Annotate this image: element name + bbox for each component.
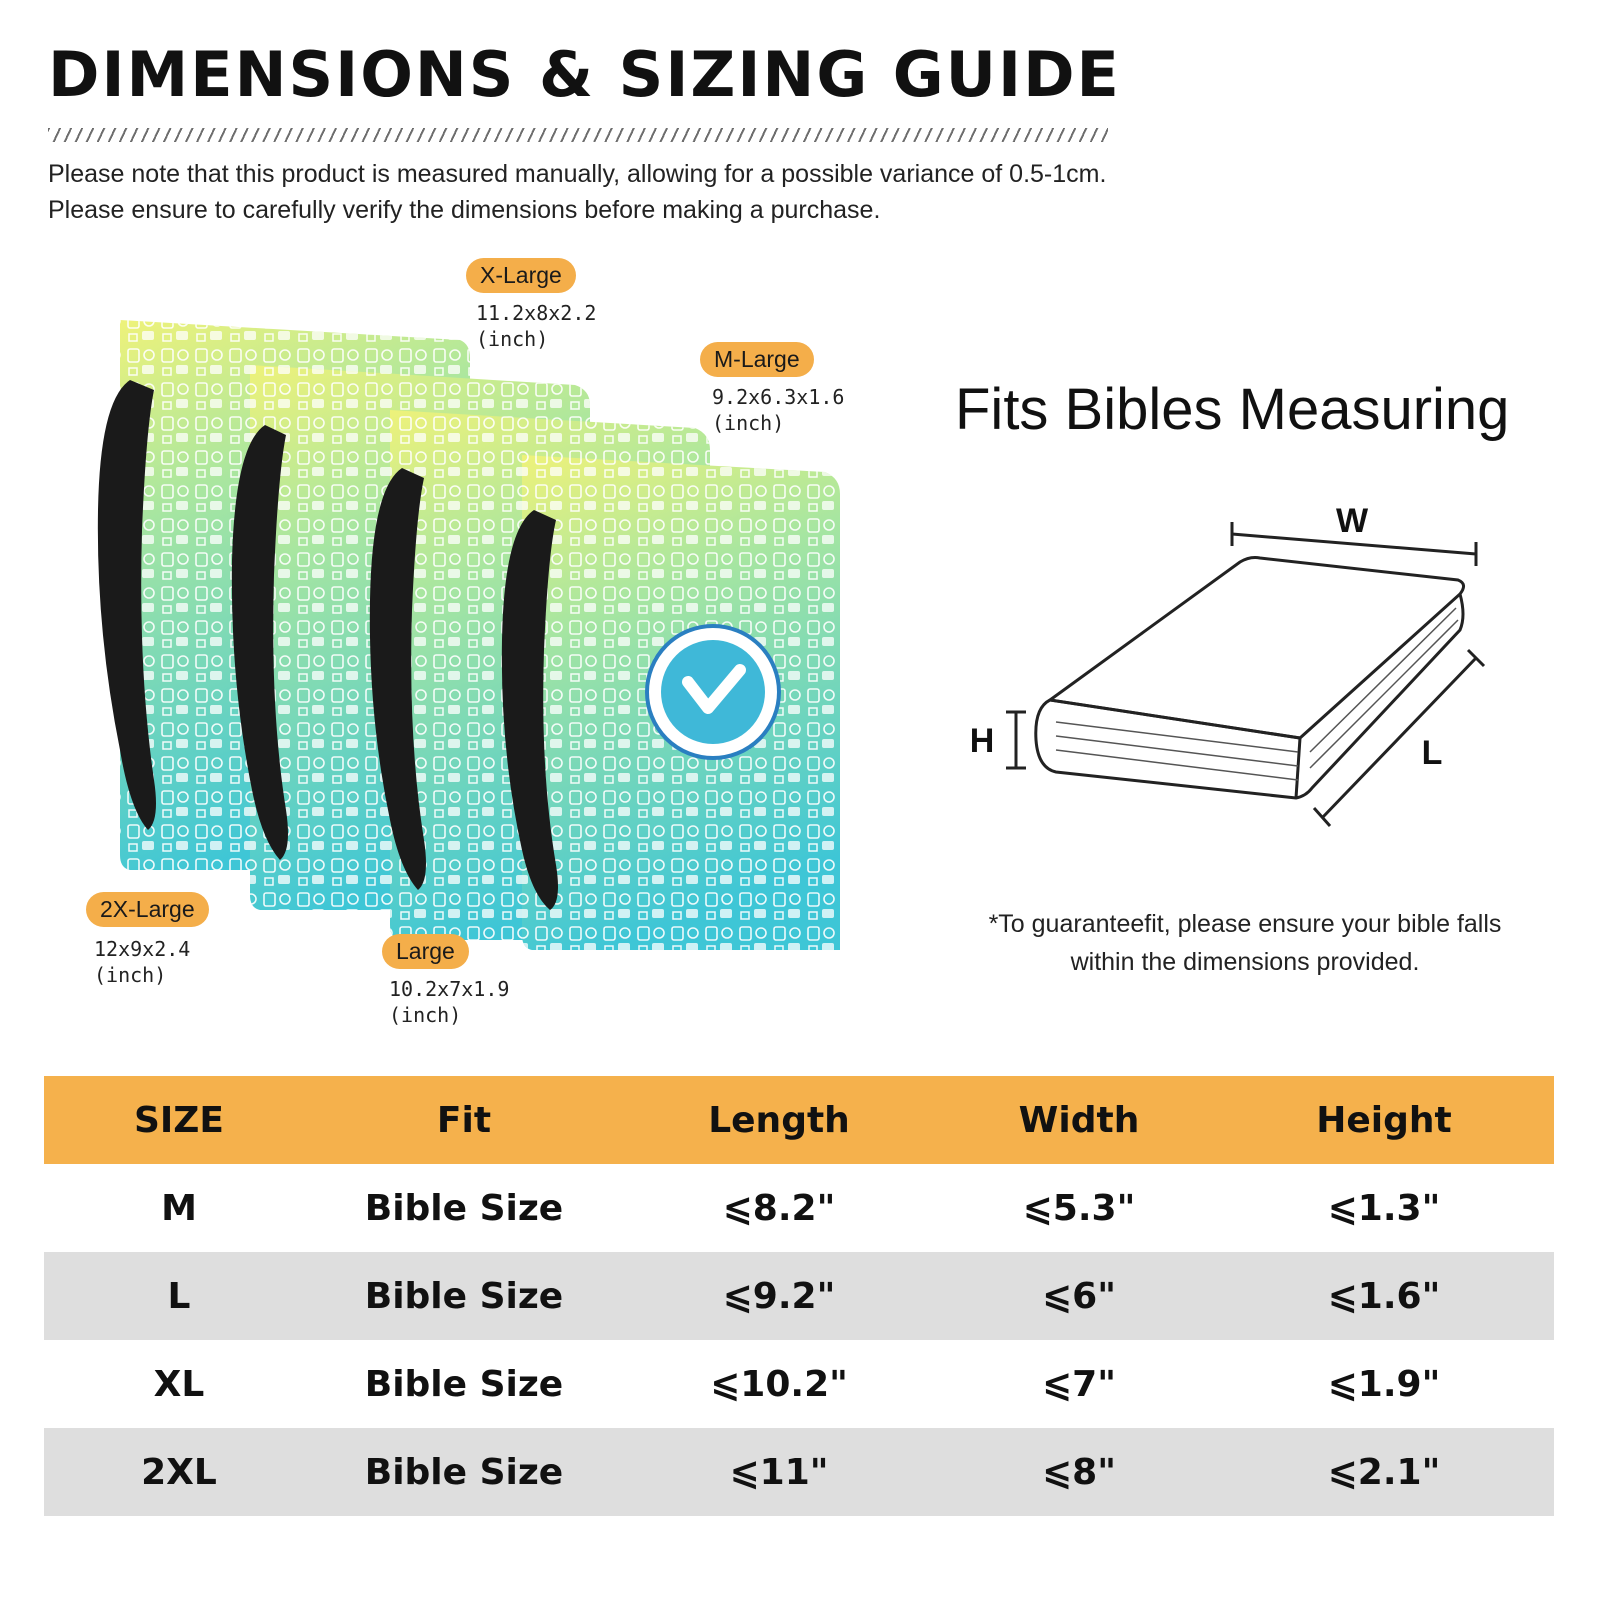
dims-large-unit: (inch) (389, 1003, 462, 1027)
dims-large (389, 976, 509, 1028)
header-fit: Fit (436, 1099, 492, 1141)
header-height: Height (1316, 1099, 1452, 1141)
dims-m-large-value: 9.2x6.3x1.6 (712, 385, 845, 409)
cell-length: ⩽8.2" (722, 1187, 836, 1229)
cell-height: ⩽1.3" (1327, 1187, 1441, 1229)
header-length: Length (708, 1099, 850, 1141)
badge-x-large: X-Large (466, 258, 576, 293)
cell-fit: Bible Size (364, 1363, 564, 1405)
cover-m-large (502, 455, 840, 950)
cell-length: ⩽11" (729, 1451, 829, 1493)
table-row (44, 1164, 1554, 1252)
cell-size: XL (153, 1363, 205, 1405)
fits-title: Fits Bibles Measuring (955, 377, 1510, 442)
dims-large-value: 10.2x7x1.9 (389, 977, 510, 1001)
cell-length: ⩽10.2" (710, 1363, 848, 1405)
dims-m-large (712, 384, 844, 436)
header-width: Width (1018, 1099, 1140, 1141)
measurement-note: Please note that this product is measured manually, allowing for a possible variance of 0.5-1cm. (48, 160, 1107, 188)
guarantee-line-1: *To guaranteefit, please ensure your bible falls (988, 910, 1502, 938)
cell-size: M (161, 1187, 197, 1229)
badge-2x-large: 2X-Large (86, 892, 209, 927)
size-table (44, 1076, 1554, 1516)
book-dimension-diagram (960, 500, 1520, 840)
table-row (44, 1252, 1554, 1340)
cell-height: ⩽1.9" (1327, 1363, 1441, 1405)
table-row (44, 1428, 1554, 1516)
cell-size: 2XL (141, 1451, 217, 1493)
verify-note: Please ensure to carefully verify the dimensions before making a purchase. (48, 196, 881, 224)
cell-height: ⩽2.1" (1327, 1451, 1441, 1493)
cell-width: ⩽7" (1042, 1363, 1116, 1405)
cell-fit: Bible Size (364, 1187, 564, 1229)
dims-2x-large-value: 12x9x2.4 (94, 937, 191, 961)
badge-large: Large (382, 934, 469, 969)
hatch-divider (48, 128, 1108, 142)
cell-length: ⩽9.2" (722, 1275, 836, 1317)
cell-size: L (167, 1275, 191, 1317)
dims-m-large-unit: (inch) (712, 411, 785, 435)
l-label: L (1421, 734, 1443, 772)
cell-width: ⩽8" (1042, 1451, 1116, 1493)
dims-x-large-value: 11.2x8x2.2 (476, 301, 597, 325)
table-row (44, 1340, 1554, 1428)
cell-height: ⩽1.6" (1327, 1275, 1441, 1317)
dims-x-large (476, 300, 596, 352)
cell-fit: Bible Size (364, 1275, 564, 1317)
header-size: SIZE (133, 1099, 225, 1141)
h-label: H (969, 722, 995, 760)
dims-2x-large (94, 936, 190, 988)
cell-width: ⩽5.3" (1022, 1187, 1136, 1229)
fit-guarantee-note (925, 905, 1565, 981)
page-title: DIMENSIONS & SIZING GUIDE (48, 38, 1121, 111)
cell-width: ⩽6" (1042, 1275, 1116, 1317)
dims-2x-large-unit: (inch) (94, 963, 167, 987)
logo-seal-icon (647, 626, 779, 758)
dims-x-large-unit: (inch) (476, 327, 549, 351)
cell-fit: Bible Size (364, 1451, 564, 1493)
badge-m-large: M-Large (700, 342, 814, 377)
table-header-row (44, 1076, 1554, 1164)
guarantee-line-2: within the dimensions provided. (1070, 948, 1420, 976)
w-label: W (1335, 502, 1369, 540)
